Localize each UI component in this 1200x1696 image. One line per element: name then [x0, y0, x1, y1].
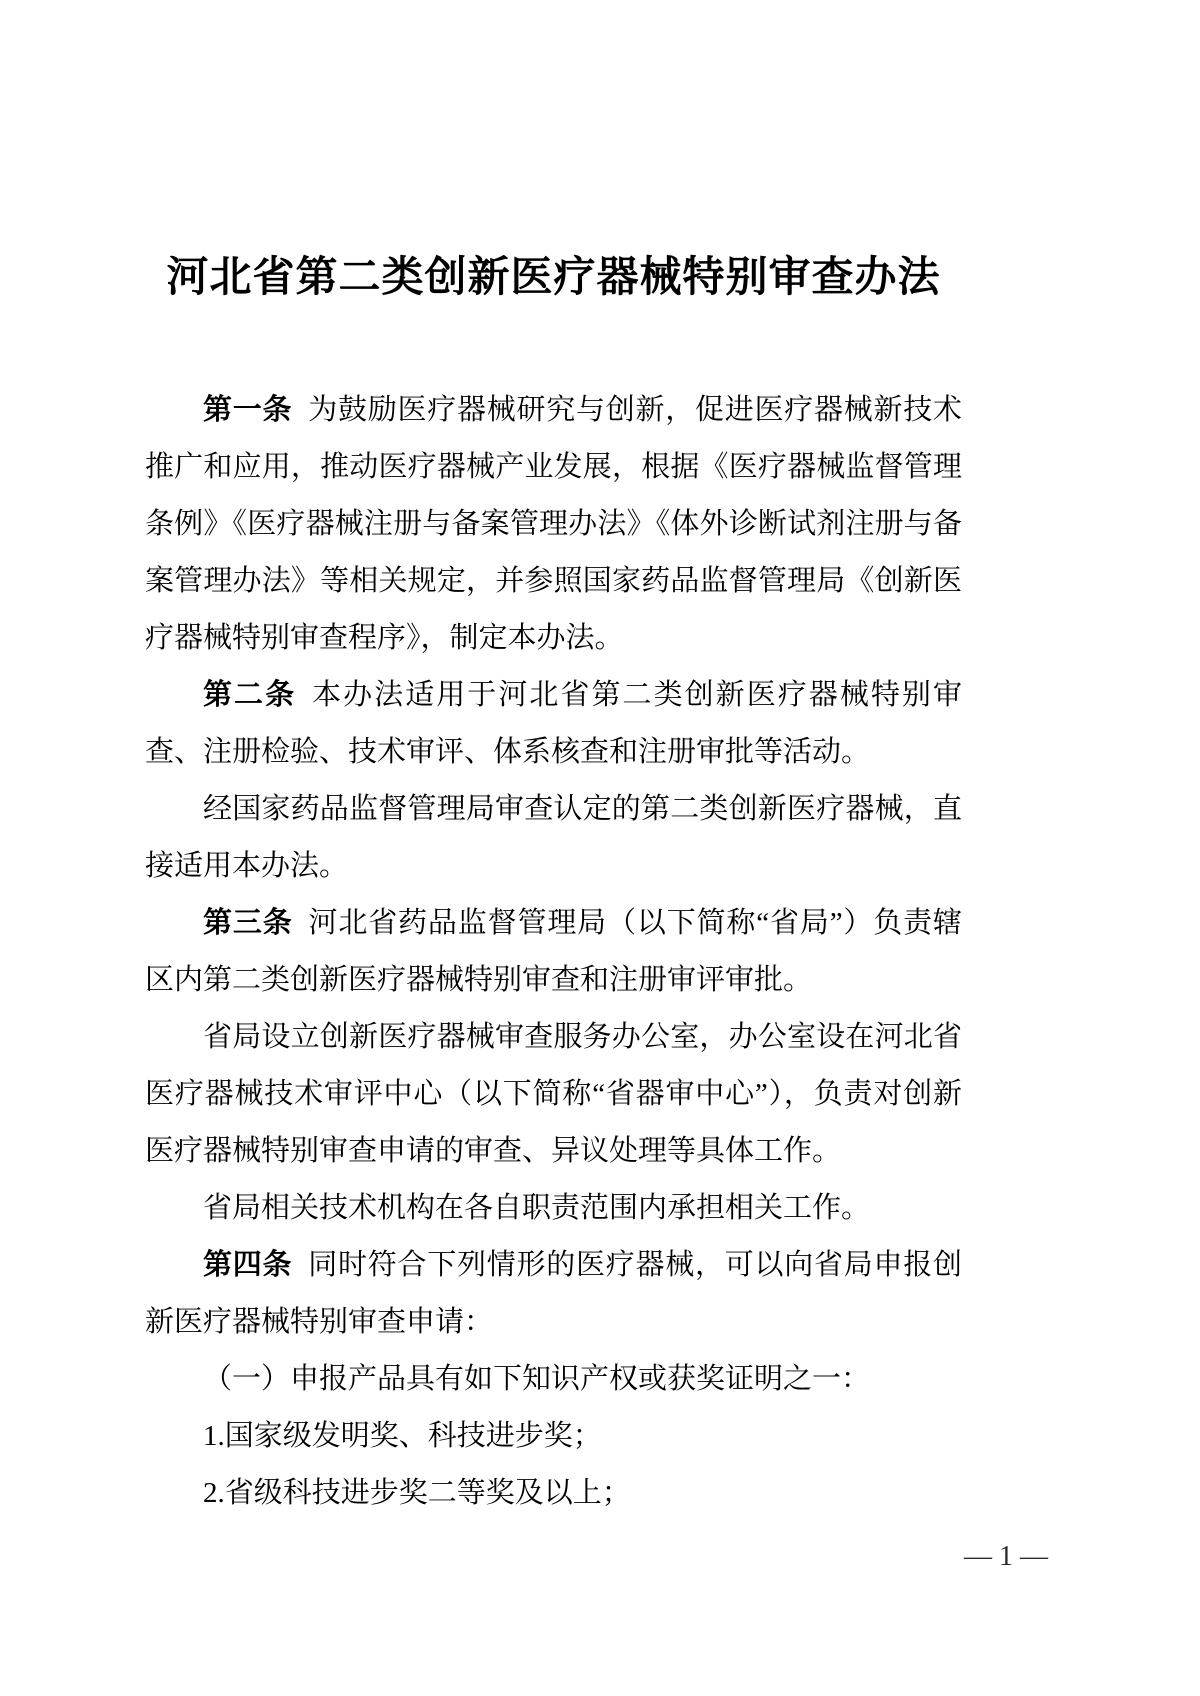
paragraph: 1.国家级发明奖、科技进步奖； [203, 1420, 602, 1452]
paragraph: 第四条 同时符合下列情形的医疗器械，可以向省局申报创新医疗器械特别审查申请： [145, 1249, 962, 1338]
article-number-label: 第一条 [203, 394, 293, 426]
paragraph: 省局相关技术机构在各自职责范围内承担相关工作。 [203, 1192, 871, 1224]
page-number: — 1 — [964, 1541, 1048, 1572]
paragraph: 第二条 本办法适用于河北省第二类创新医疗器械特别审查、注册检验、技术审评、体系核查和注册审批等活动。 [145, 679, 962, 768]
document-body [145, 382, 962, 1522]
article-number-label: 第二条 [203, 679, 297, 711]
article-number-label: 第三条 [203, 907, 293, 939]
paragraph: 第三条 河北省药品监督管理局（以下简称“省局”）负责辖区内第二类创新医疗器械特别审查和注册审评审批。 [145, 907, 962, 996]
paragraph: 省局设立创新医疗器械审查服务办公室，办公室设在河北省医疗器械技术审评中心（以下简称“省器审中心”），负责对创新医疗器械特别审查申请的审查、异议处理等具体工作。 [145, 1021, 962, 1167]
paragraph: 经国家药品监督管理局审查认定的第二类创新医疗器械，直接适用本办法。 [145, 793, 962, 882]
paragraph: 第一条 为鼓励医疗器械研究与创新，促进医疗器械新技术推广和应用，推动医疗器械产业发展，根据《医疗器械监督管理条例》《医疗器械注册与备案管理办法》《体外诊断试剂注册与备案管理办法》等相关规定，并参照国家药品监督管理局《创新医疗器械特别审查程序》，制定本办法。 [145, 394, 962, 654]
article-number-label: 第四条 [203, 1249, 293, 1281]
paragraph: 2.省级科技进步奖二等奖及以上； [203, 1477, 631, 1509]
paragraph: （一）申报产品具有如下知识产权或获奖证明之一： [203, 1363, 871, 1395]
document-title: 河北省第二类创新医疗器械特别审查办法 [166, 255, 941, 301]
